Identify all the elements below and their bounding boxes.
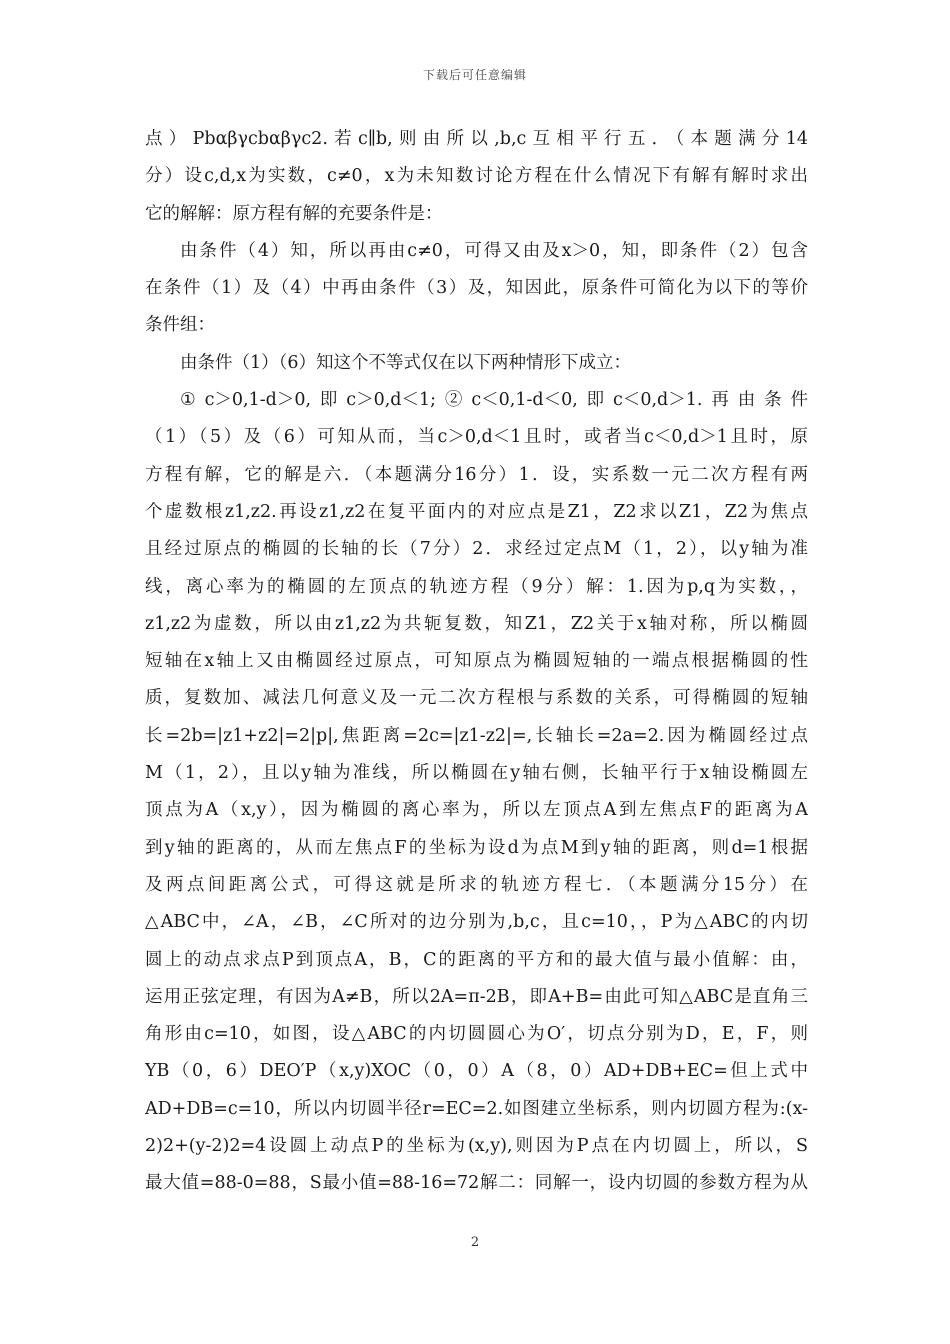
text-line: △ABC中，∠A，∠B，∠C所对的边分别为,b,c，且c=10，，P为△ABC的内切 (145, 912, 808, 933)
document-body (145, 128, 808, 1210)
text-line: 圆上的动点求点P到顶点A，B，C的距离的平方和的最大值与最小值解：由， (145, 949, 808, 970)
text-line: 短轴在x轴上又由椭圆经过原点，可知原点为椭圆短轴的一端点根据椭圆的性 (145, 651, 808, 672)
text-line: YB（0，6）DEO′P（x,y)XOC（0，0）A（8，0）AD+DB+EC=但上式中 (145, 1061, 808, 1082)
text-line: 2)2+(y-2)2=4设圆上动点P的坐标为(x,y),则因为P点在内切圆上，所以，S (145, 1136, 808, 1157)
text-line: 质，复数加、减法几何意义及一元二次方程根与系数的关系，可得椭圆的短轴 (145, 688, 808, 709)
text-line: 角形由c=10，如图，设△ABC的内切圆圆心为O′，切点分别为D，E，F，则 (145, 1024, 808, 1045)
text-line: 由条件（4）知，所以再由c≠0，可得又由及x＞0，知，即条件（2）包含 (180, 240, 808, 261)
text-line: 运用正弦定理，有因为A≠B，所以2A=π-2B，即A+B=由此可知△ABC是直角三 (145, 986, 808, 1007)
text-line: 方程有解，它的解是六．（本题满分16分）1．设，实系数一元二次方程有两 (145, 464, 808, 485)
text-line: （1）（5）及（6）可知从而，当c＞0,d＜1且时，或者当c＜0,d＞1且时，原 (145, 427, 808, 448)
text-line: 到y轴的距离的，从而左焦点F的坐标为设d为点M到y轴的距离，则d=1根据 (145, 837, 808, 858)
page-header: 下载后可任意编辑 (422, 68, 527, 82)
text-line: 线，离心率为的椭圆的左顶点的轨迹方程（9分）解：1.因为p,q为实数，， (145, 576, 808, 597)
text-line: 长=2b=|z1+z2|=2|p|,焦距离=2c=|z1-z2|=,长轴长=2a=2.因为椭圆经过点 (145, 725, 808, 746)
text-line: ①c＞0,1-d＞0,即c＞0,d＜1;②c＜0,1-d＜0,即c＜0,d＞1.再由条件 (180, 390, 808, 411)
text-line: 顶点为A（x,y），因为椭圆的离心率为，所以左顶点A到左焦点F的距离为A (145, 800, 808, 821)
text-line: z1,z2为虚数，所以由z1,z2为共轭复数，知Z1，Z2关于x轴对称，所以椭圆 (145, 613, 808, 634)
page-number: 2 (470, 1235, 480, 1250)
text-line: 条件组： (145, 315, 215, 336)
text-line: AD+DB=c=10，所以内切圆半径r=EC=2.如图建立坐标系，则内切圆方程为:(x- (145, 1098, 808, 1119)
text-line: 由条件（1）（6）知这个不等式仅在以下两种情形下成立： (180, 352, 632, 373)
text-line: 它的解解：原方程有解的充要条件是： (145, 203, 443, 224)
text-line: 在条件（1）及（4）中再由条件（3）及，知因此，原条件可简化为以下的等价 (145, 278, 808, 299)
text-line: 最大值=88-0=88，S最小值=88-16=72解二：同解一，设内切圆的参数方程为从 (145, 1173, 808, 1194)
text-line: 分）设c,d,x为实数，c≠0，x为未知数讨论方程在什么情况下有解有解时求出 (145, 166, 808, 187)
text-line: 及两点间距离公式，可得这就是所求的轨迹方程七．（本题满分15分）在 (145, 874, 808, 895)
text-line: M（1，2），且以y轴为准线，所以椭圆在y轴右侧，长轴平行于x轴设椭圆左 (145, 763, 808, 784)
text-line: 点）Pbαβγcbαβγc2.若c∥b,则由所以,b,c互相平行五．（本题满分14 (145, 129, 808, 149)
text-line: 且经过原点的椭圆的长轴的长（7分）2．求经过定点M（1，2），以y轴为准 (145, 539, 808, 560)
text-line: 个虚数根z1,z2.再设z1,z2在复平面内的对应点是Z1，Z2求以Z1，Z2为焦点 (145, 501, 808, 522)
